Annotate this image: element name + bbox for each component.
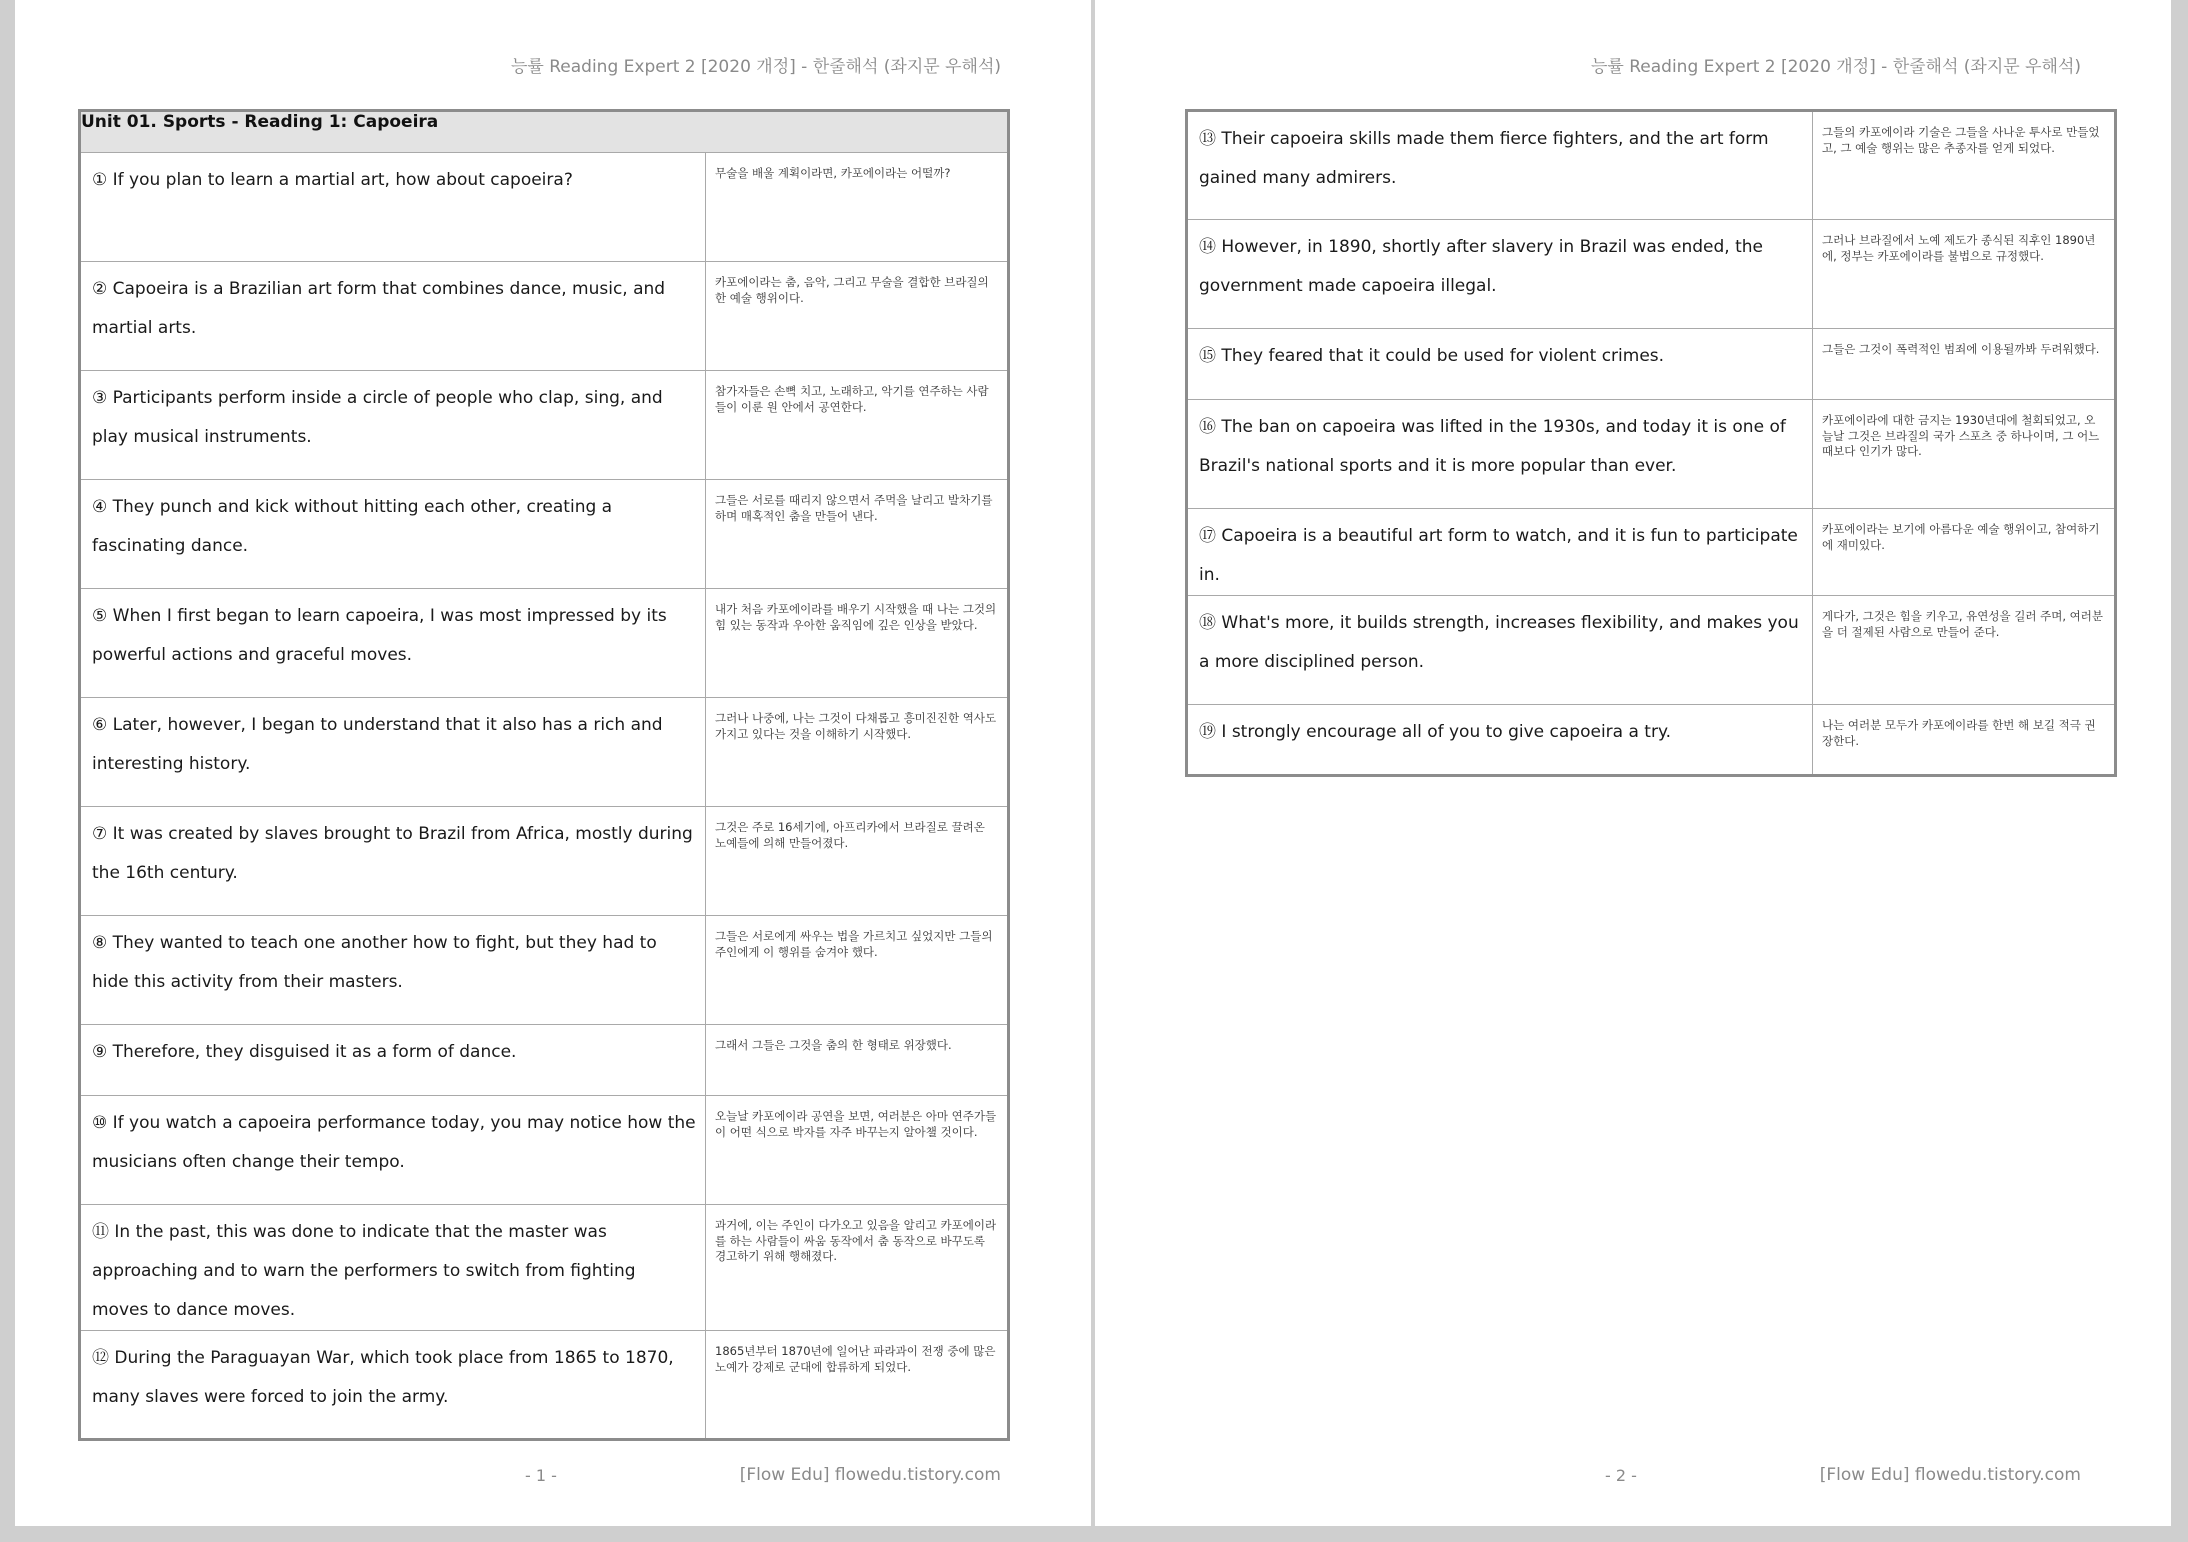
table-row xyxy=(80,480,1009,589)
page-footer: [Flow Edu] flowedu.tistory.com xyxy=(739,1465,1001,1485)
korean-translation: 나는 여러분 모두가 카포에이라를 한번 해 보길 적극 권장한다. xyxy=(1813,705,2116,776)
table-row xyxy=(80,371,1009,480)
korean-translation: 그들의 카포에이라 기술은 그들을 사나운 투사로 만들었고, 그 예술 행위는 많은 추종자를 얻게 되었다. xyxy=(1813,111,2116,220)
page-number: - 1 - xyxy=(525,1466,557,1485)
table-row xyxy=(80,262,1009,371)
english-sentence: ② Capoeira is a Brazilian art form that combines dance, music, and martial arts. xyxy=(80,262,706,371)
english-sentence: ⑯ The ban on capoeira was lifted in the 1930s, and today it is one of Brazil's national sports and it is more popular than ever. xyxy=(1187,400,1813,509)
english-sentence: ⑱ What's more, it builds strength, increases flexibility, and makes you a more disciplined person. xyxy=(1187,596,1813,705)
korean-translation: 카포에이라는 춤, 음악, 그리고 무술을 결합한 브라질의 한 예술 행위이다. xyxy=(706,262,1009,371)
english-sentence: ③ Participants perform inside a circle of people who clap, sing, and play musical instruments. xyxy=(80,371,706,480)
english-sentence: ⑥ Later, however, I began to understand that it also has a rich and interesting history. xyxy=(80,698,706,807)
english-sentence: ④ They punch and kick without hitting each other, creating a fascinating dance. xyxy=(80,480,706,589)
table-row xyxy=(1187,329,2116,400)
english-sentence: ① If you plan to learn a martial art, how about capoeira? xyxy=(80,153,706,262)
korean-translation: 오늘날 카포에이라 공연을 보면, 여러분은 아마 연주가들이 어떤 식으로 박자를 자주 바꾸는지 알아챌 것이다. xyxy=(706,1096,1009,1205)
korean-translation: 카포에이라는 보기에 아름다운 예술 행위이고, 참여하기에 재미있다. xyxy=(1813,509,2116,596)
korean-translation: 그것은 주로 16세기에, 아프리카에서 브라질로 끌려온 노예들에 의해 만들어졌다. xyxy=(706,807,1009,916)
english-sentence: ⑭ However, in 1890, shortly after slavery in Brazil was ended, the government made capoeira illegal. xyxy=(1187,220,1813,329)
korean-translation: 내가 처음 카포에이라를 배우기 시작했을 때 나는 그것의 힘 있는 동작과 우아한 움직임에 깊은 인상을 받았다. xyxy=(706,589,1009,698)
document-page-2 xyxy=(1095,0,2171,1526)
table-row xyxy=(1187,509,2116,596)
table-row xyxy=(1187,111,2116,220)
korean-translation: 그들은 서로에게 싸우는 법을 가르치고 싶었지만 그들의 주인에게 이 행위를 숨겨야 했다. xyxy=(706,916,1009,1025)
table-row xyxy=(80,698,1009,807)
table-row xyxy=(1187,596,2116,705)
korean-translation: 과거에, 이는 주인이 다가오고 있음을 알리고 카포에이라를 하는 사람들이 싸움 동작에서 춤 동작으로 바꾸도록 경고하기 위해 행해졌다. xyxy=(706,1205,1009,1331)
korean-translation: 그들은 그것이 폭력적인 범죄에 이용될까봐 두려워했다. xyxy=(1813,329,2116,400)
table-row xyxy=(80,1331,1009,1440)
page-header: 능률 Reading Expert 2 [2020 개정] - 한줄해석 (좌지문 우해석) xyxy=(1591,57,2081,77)
page-number: - 2 - xyxy=(1605,1466,1637,1485)
table-row xyxy=(80,1096,1009,1205)
korean-translation: 그래서 그들은 그것을 춤의 한 형태로 위장했다. xyxy=(706,1025,1009,1096)
korean-translation: 게다가, 그것은 힘을 키우고, 유연성을 길러 주며, 여러분을 더 절제된 사람으로 만들어 준다. xyxy=(1813,596,2116,705)
table-row xyxy=(80,1205,1009,1331)
unit-title-row xyxy=(80,111,1009,153)
korean-translation: 1865년부터 1870년에 일어난 파라과이 전쟁 중에 많은 노예가 강제로 군대에 합류하게 되었다. xyxy=(706,1331,1009,1440)
table-row xyxy=(80,153,1009,262)
english-sentence: ⑬ Their capoeira skills made them fierce fighters, and the art form gained many admirers. xyxy=(1187,111,1813,220)
korean-translation: 그러나 브라질에서 노예 제도가 종식된 직후인 1890년에, 정부는 카포에이라를 불법으로 규정했다. xyxy=(1813,220,2116,329)
table-row xyxy=(1187,220,2116,329)
table-row xyxy=(1187,705,2116,776)
table-row xyxy=(80,589,1009,698)
table-row xyxy=(80,807,1009,916)
english-sentence: ⑰ Capoeira is a beautiful art form to watch, and it is fun to participate in. xyxy=(1187,509,1813,596)
english-sentence: ⑩ If you watch a capoeira performance today, you may notice how the musicians often change their tempo. xyxy=(80,1096,706,1205)
english-sentence: ⑤ When I first began to learn capoeira, I was most impressed by its powerful actions and graceful moves. xyxy=(80,589,706,698)
document-page-1 xyxy=(15,0,1091,1526)
english-sentence: ⑫ During the Paraguayan War, which took place from 1865 to 1870, many slaves were forced to join the army. xyxy=(80,1331,706,1440)
korean-translation: 그러나 나중에, 나는 그것이 다채롭고 흥미진진한 역사도 가지고 있다는 것을 이해하기 시작했다. xyxy=(706,698,1009,807)
english-sentence: ⑪ In the past, this was done to indicate that the master was approaching and to warn the performers to switch from fighting moves to dance moves. xyxy=(80,1205,706,1331)
korean-translation: 참가자들은 손뼉 치고, 노래하고, 악기를 연주하는 사람들이 이룬 원 안에서 공연한다. xyxy=(706,371,1009,480)
english-sentence: ⑮ They feared that it could be used for violent crimes. xyxy=(1187,329,1813,400)
english-sentence: ⑨ Therefore, they disguised it as a form of dance. xyxy=(80,1025,706,1096)
page-footer: [Flow Edu] flowedu.tistory.com xyxy=(1819,1465,2081,1485)
english-sentence: ⑧ They wanted to teach one another how to fight, but they had to hide this activity from their masters. xyxy=(80,916,706,1025)
english-sentence: ⑲ I strongly encourage all of you to give capoeira a try. xyxy=(1187,705,1813,776)
sentence-table xyxy=(1185,109,2117,777)
korean-translation: 무술을 배울 계획이라면, 카포에이라는 어떨까? xyxy=(706,153,1009,262)
korean-translation: 그들은 서로를 때리지 않으면서 주먹을 날리고 발차기를 하며 매혹적인 춤을 만들어 낸다. xyxy=(706,480,1009,589)
english-sentence: ⑦ It was created by slaves brought to Brazil from Africa, mostly during the 16th century. xyxy=(80,807,706,916)
table-row xyxy=(1187,400,2116,509)
table-row xyxy=(80,1025,1009,1096)
table-row xyxy=(80,916,1009,1025)
sentence-table xyxy=(78,109,1010,1441)
unit-title: Unit 01. Sports - Reading 1: Capoeira xyxy=(80,111,1009,153)
korean-translation: 카포에이라에 대한 금지는 1930년대에 철회되었고, 오늘날 그것은 브라질의 국가 스포츠 중 하나이며, 그 어느 때보다 인기가 많다. xyxy=(1813,400,2116,509)
page-header: 능률 Reading Expert 2 [2020 개정] - 한줄해석 (좌지문 우해석) xyxy=(511,57,1001,77)
